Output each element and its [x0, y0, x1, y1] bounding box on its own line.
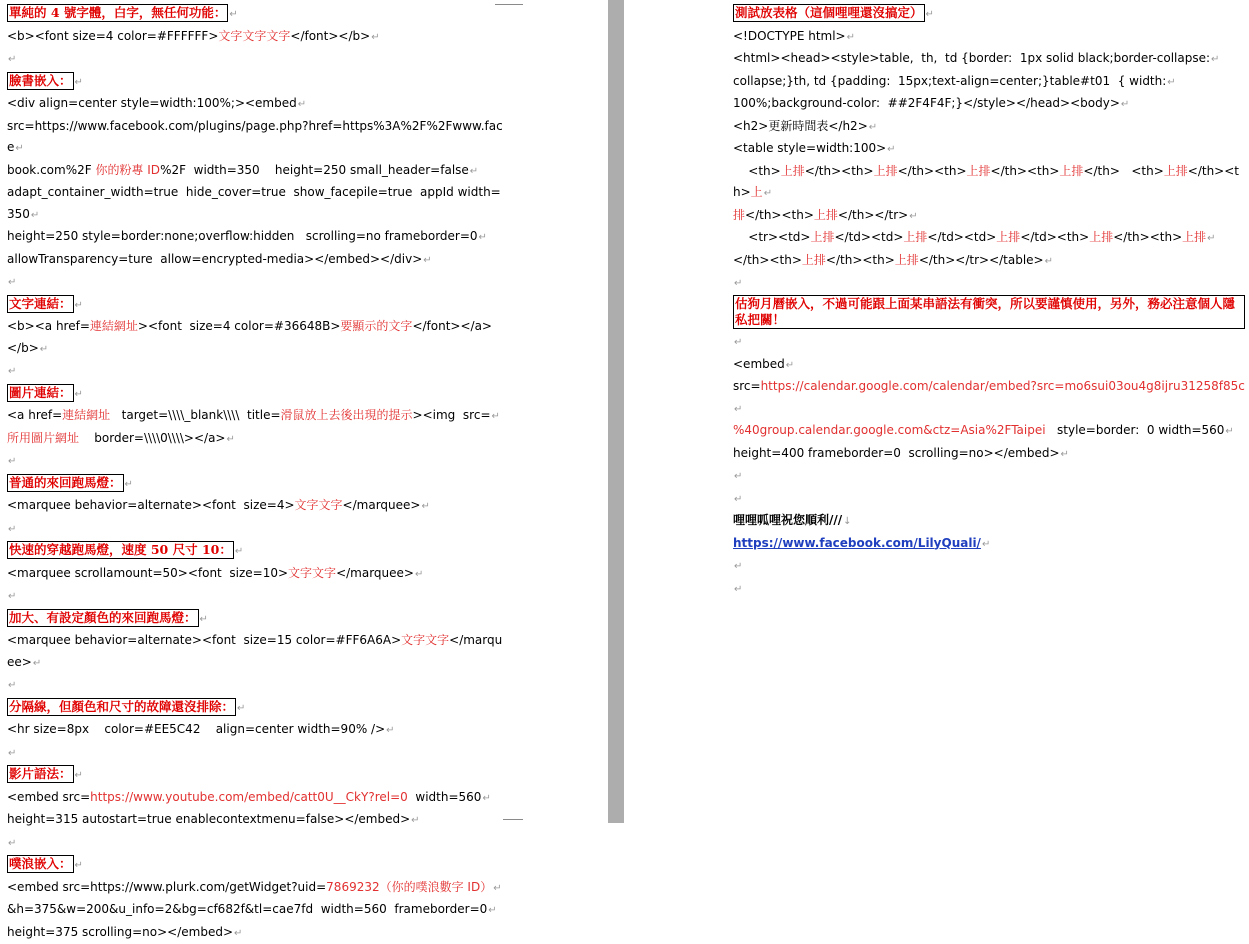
highlighted-text: 文字文字文字 [218, 29, 290, 43]
paragraph-mark-icon: ↵ [234, 928, 242, 939]
paragraph-mark-icon: ↵ [734, 561, 742, 572]
section-heading [7, 540, 505, 563]
document-line [7, 93, 505, 116]
highlighted-text: 連結網址 [62, 408, 110, 422]
code-text: adapt_container_width=true hide_cover=true show_facepile=true appId width=350 [7, 185, 501, 221]
code-text: <html><head><style>table, th, td {border: 1px solid black;border-collapse: [733, 51, 1210, 65]
section-heading [7, 764, 505, 787]
paragraph-mark-icon: ↵ [125, 479, 133, 490]
paragraph-mark-icon: ↵ [488, 905, 496, 916]
paragraph-mark-icon: ↵ [764, 188, 772, 199]
paragraph-mark-icon: ↵ [734, 278, 742, 289]
highlighted-text: 上排 [814, 208, 838, 222]
document-line [7, 182, 505, 226]
code-text: </th><th> [733, 164, 1239, 200]
paragraph-mark-icon: ↵ [40, 344, 48, 355]
page-divider [608, 0, 624, 823]
paragraph-mark-icon: ↵ [8, 680, 16, 691]
paragraph-mark-icon: ↵ [386, 725, 394, 736]
code-text: ><img src= [413, 408, 491, 422]
code-text: </marquee> [7, 633, 502, 669]
paragraph-mark-icon: ↵ [909, 211, 917, 222]
document-line [7, 116, 505, 160]
paragraph-mark-icon: ↵ [869, 122, 877, 133]
code-text: 100%;background-color: ##2F4F4F;}</style></head><body> [733, 96, 1120, 110]
paragraph-mark-icon: ↵ [75, 300, 83, 311]
paragraph-mark-icon: ↵ [479, 232, 487, 243]
heading-text: 測試放表格（這個哩哩還沒搞定） [733, 4, 925, 22]
code-text: height=375 scrolling=no></embed> [7, 925, 233, 939]
paragraph-mark-icon: ↵ [8, 366, 16, 377]
code-text: <div align=center style=width:100%;><embed [7, 96, 297, 110]
code-text: </th><th> [1113, 230, 1182, 244]
document-line [733, 71, 1245, 94]
code-text: src=https://www.facebook.com/plugins/page.php?href=https%3A%2F%2Fwww.face [7, 119, 503, 155]
page-gutter [508, 0, 624, 823]
document-line [733, 376, 1245, 420]
code-text: </td><td> [927, 230, 996, 244]
highlighted-text: 上排 [802, 253, 826, 267]
page-corner-mark [503, 819, 523, 820]
paragraph-mark-icon: ↵ [8, 838, 16, 849]
document-line [733, 578, 1245, 601]
document-line [733, 465, 1245, 488]
paragraph-mark-icon: ↵ [470, 166, 478, 177]
document-line [7, 495, 505, 518]
highlighted-text: 排 [733, 208, 745, 222]
document-line [7, 585, 505, 608]
document-line [733, 138, 1245, 161]
code-text: </th><th> [991, 164, 1060, 178]
paragraph-mark-icon: ↵ [75, 770, 83, 781]
code-text: </th><th> [733, 253, 802, 267]
code-text: </font></a> </b> [7, 319, 500, 355]
paragraph-mark-icon: ↵ [8, 748, 16, 759]
paragraph-mark-icon: ↵ [31, 210, 39, 221]
paragraph-mark-icon: ↵ [1045, 256, 1053, 267]
document-line [7, 832, 505, 855]
code-text: height=315 autostart=true enablecontextmenu=false></embed> [7, 812, 410, 826]
paragraph-mark-icon: ↵ [229, 9, 237, 20]
section-heading [733, 295, 1245, 354]
highlighted-text: 滑鼠放上去後出現的提示 [281, 408, 413, 422]
highlighted-text: https://calendar.google.com/calendar/embed?src=mo6sui03ou4g8ijru31258f85c [761, 379, 1245, 393]
document-line [7, 450, 505, 473]
paragraph-mark-icon: ↵ [8, 591, 16, 602]
document-line [7, 877, 505, 900]
document-line [7, 271, 505, 294]
document-line [7, 316, 505, 360]
paragraph-mark-icon: ↵ [492, 411, 500, 422]
paragraph-mark-icon: ↵ [75, 389, 83, 400]
highlighted-text: 上排 [1164, 164, 1188, 178]
document-line [7, 428, 505, 451]
paragraph-mark-icon: ↵ [1061, 449, 1069, 460]
code-text: allowTransparency=ture allow=encrypted-media></embed></div> [7, 252, 422, 266]
code-text: height=250 style=border:none;overflow:hidden scrolling=no frameborder=0 [7, 229, 478, 243]
paragraph-mark-icon: ↵ [200, 614, 208, 625]
highlighted-text: 連結網址 [90, 319, 138, 333]
document-line [7, 563, 505, 586]
code-text: <marquee scrollamount=50><font size=10> [7, 566, 288, 580]
paragraph-mark-icon: ↵ [8, 54, 16, 65]
heading-text: 普通的來回跑馬燈： [7, 474, 124, 492]
code-text: </th><th> [826, 253, 895, 267]
document-line [733, 205, 1245, 228]
code-text: <embed src= [7, 790, 90, 804]
highlighted-text: 上排 [996, 230, 1020, 244]
document-line [733, 250, 1245, 273]
document-line [733, 488, 1245, 511]
paragraph-mark-icon: ↵ [75, 77, 83, 88]
document-line [7, 518, 505, 541]
document-line [7, 26, 505, 49]
code-text: border=\\\\0\\\\></a> [79, 431, 225, 445]
page-left-content [7, 3, 505, 944]
paragraph-mark-icon: ↵ [926, 9, 934, 20]
section-heading [7, 473, 505, 496]
document-line [733, 272, 1245, 295]
code-text: <embed src=https://www.plurk.com/getWidget?uid= [7, 880, 326, 894]
document-line [733, 354, 1245, 377]
document-line [7, 922, 505, 944]
highlighted-text: 要顯示的文字 [340, 319, 412, 333]
highlighted-text: 上排 [781, 164, 805, 178]
paragraph-mark-icon: ↓ [843, 516, 851, 527]
section-heading [7, 383, 505, 406]
section-heading [7, 854, 505, 877]
hyperlink[interactable]: https://www.facebook.com/LilyQuali/ [733, 536, 981, 550]
code-text: src= [733, 379, 761, 393]
code-text: <table style=width:100> [733, 141, 886, 155]
document-line [7, 360, 505, 383]
code-text: <!DOCTYPE html> [733, 29, 846, 43]
code-text: </th><th> [745, 208, 814, 222]
heading-text: 臉書嵌入： [7, 72, 74, 90]
heading-text: 噗浪嵌入： [7, 855, 74, 873]
heading-text: 估狗月曆嵌入，不過可能跟上面某串語法有衝突，所以要謹慎使用，另外，務必注意個人隱私把關！ [733, 295, 1245, 329]
paragraph-mark-icon: ↵ [75, 860, 83, 871]
highlighted-text: 7869232（你的噗浪數字 ID） [326, 880, 492, 894]
paragraph-mark-icon: ↵ [1211, 54, 1219, 65]
code-text: collapse;}th, td {padding: 15px;text-align=center;}table#t01 { width: [733, 74, 1166, 88]
document-line [7, 809, 505, 832]
highlighted-text: 上排 [1059, 164, 1083, 178]
paragraph-mark-icon: ↵ [847, 32, 855, 43]
code-text: <embed [733, 357, 785, 371]
paragraph-mark-icon: ↵ [734, 404, 742, 415]
paragraph-mark-icon: ↵ [235, 546, 243, 557]
document-line [733, 161, 1245, 205]
paragraph-mark-icon: ↵ [8, 456, 16, 467]
code-text: <b><a href= [7, 319, 90, 333]
code-text: </td><td> [834, 230, 903, 244]
paragraph-mark-icon: ↵ [33, 658, 41, 669]
document-line [7, 674, 505, 697]
code-text: <tr><td> [733, 230, 810, 244]
code-text: height=400 frameborder=0 scrolling=no></embed> [733, 446, 1060, 460]
code-text: <b><font size=4 color=#FFFFFF> [7, 29, 218, 43]
page-corner-mark [495, 4, 523, 5]
code-text: 哩哩呱哩祝您順利/// [733, 513, 842, 527]
paragraph-mark-icon: ↵ [1225, 426, 1233, 437]
paragraph-mark-icon: ↵ [887, 144, 895, 155]
code-text: %2F width=350 height=250 small_header=false [160, 163, 469, 177]
code-text: ><font size=4 color=#36648B> [138, 319, 341, 333]
code-text: target=\\\\_blank\\\\ title= [110, 408, 280, 422]
document-line [733, 443, 1245, 466]
heading-text: 分隔線，但顏色和尺寸的故障還沒排除： [7, 698, 236, 716]
section-heading [7, 697, 505, 720]
paragraph-mark-icon: ↵ [734, 494, 742, 505]
code-text: <th> [733, 164, 781, 178]
paragraph-mark-icon: ↵ [1121, 99, 1129, 110]
paragraph-mark-icon: ↵ [1167, 77, 1175, 88]
document-line [733, 510, 1245, 533]
highlighted-text: https://www.youtube.com/embed/catt0U__CkY?rel=0 [90, 790, 408, 804]
highlighted-text: 上排 [967, 164, 991, 178]
document-page-left [0, 0, 508, 823]
document-line [733, 26, 1245, 49]
code-text: </td><th> [1020, 230, 1089, 244]
code-text: </th><th> [805, 164, 874, 178]
document-line [7, 742, 505, 765]
section-heading [7, 3, 505, 26]
code-text: </th><th> [898, 164, 967, 178]
code-text: </marquee> [336, 566, 414, 580]
document-line [7, 719, 505, 742]
section-heading [733, 3, 1245, 26]
paragraph-mark-icon: ↵ [226, 434, 234, 445]
paragraph-mark-icon: ↵ [493, 883, 501, 894]
paragraph-mark-icon: ↵ [415, 569, 423, 580]
highlighted-text: 你的粉專 ID [95, 163, 160, 177]
highlighted-text: 上排 [1089, 230, 1113, 244]
document-line [733, 93, 1245, 116]
paragraph-mark-icon: ↵ [237, 703, 245, 714]
paragraph-mark-icon: ↵ [734, 584, 742, 595]
highlighted-text: 上排 [903, 230, 927, 244]
code-text: width=560 [408, 790, 482, 804]
document-page-right [624, 0, 1249, 823]
highlighted-text: 文字文字 [401, 633, 449, 647]
code-text: <marquee behavior=alternate><font size=4> [7, 498, 295, 512]
code-text: style=border: 0 width=560 [1046, 423, 1225, 437]
document-line [7, 226, 505, 249]
heading-text: 快速的穿越跑馬燈，速度 50 尺寸 10： [7, 541, 234, 559]
section-heading [7, 294, 505, 317]
code-text: <a href= [7, 408, 62, 422]
highlighted-text: 上排 [874, 164, 898, 178]
highlighted-text: 上排 [810, 230, 834, 244]
paragraph-mark-icon: ↵ [423, 255, 431, 266]
highlighted-text: 所用圖片網址 [7, 431, 79, 445]
code-text: </th></tr></table> [919, 253, 1044, 267]
paragraph-mark-icon: ↵ [421, 501, 429, 512]
document-line [7, 48, 505, 71]
document-line [733, 420, 1245, 443]
paragraph-mark-icon: ↵ [734, 337, 742, 348]
document-line [7, 787, 505, 810]
paragraph-mark-icon: ↵ [1207, 233, 1215, 244]
paragraph-mark-icon: ↵ [982, 539, 990, 550]
document-line [733, 48, 1245, 71]
paragraph-mark-icon: ↵ [482, 793, 490, 804]
paragraph-mark-icon: ↵ [8, 524, 16, 535]
section-heading [7, 71, 505, 94]
code-text: </marquee> [343, 498, 421, 512]
highlighted-text: 上 [751, 185, 763, 199]
heading-text: 單純的 4 號字體，白字，無任何功能： [7, 4, 228, 22]
highlighted-text: 文字文字 [288, 566, 336, 580]
document-line [733, 116, 1245, 139]
code-text: </th> <th> [1083, 164, 1163, 178]
code-text: &h=375&w=200&u_info=2&bg=cf682f&tl=cae7fd width=560 frameborder=0 [7, 902, 487, 916]
highlighted-text: 上排 [1182, 230, 1206, 244]
code-text: book.com%2F [7, 163, 95, 177]
code-text: <h2>更新時間表</h2> [733, 119, 868, 133]
highlighted-text: 文字文字 [295, 498, 343, 512]
paragraph-mark-icon: ↵ [371, 32, 379, 43]
code-text: </font></b> [290, 29, 370, 43]
paragraph-mark-icon: ↵ [15, 143, 23, 154]
document-line [733, 555, 1245, 578]
code-text: </th></tr> [838, 208, 908, 222]
document-line [733, 533, 1245, 556]
page-right-content [733, 3, 1245, 600]
code-text: <marquee behavior=alternate><font size=15 color=#FF6A6A> [7, 633, 401, 647]
document-line [733, 227, 1245, 250]
heading-text: 文字連結： [7, 295, 74, 313]
heading-text: 圖片連結： [7, 384, 74, 402]
paragraph-mark-icon: ↵ [786, 360, 794, 371]
heading-text: 加大、有設定顏色的來回跑馬燈： [7, 609, 199, 627]
document-line [7, 405, 505, 428]
document-line [7, 249, 505, 272]
heading-text: 影片語法： [7, 765, 74, 783]
paragraph-mark-icon: ↵ [411, 815, 419, 826]
paragraph-mark-icon: ↵ [298, 99, 306, 110]
section-heading [7, 608, 505, 631]
document-line [7, 899, 505, 922]
document-line [7, 630, 505, 674]
paragraph-mark-icon: ↵ [8, 277, 16, 288]
code-text: <hr size=8px color=#EE5C42 align=center width=90% /> [7, 722, 385, 736]
highlighted-text: 上排 [895, 253, 919, 267]
highlighted-text: %40group.calendar.google.com&ctz=Asia%2FTaipei [733, 423, 1046, 437]
document-line [7, 160, 505, 183]
paragraph-mark-icon: ↵ [734, 471, 742, 482]
